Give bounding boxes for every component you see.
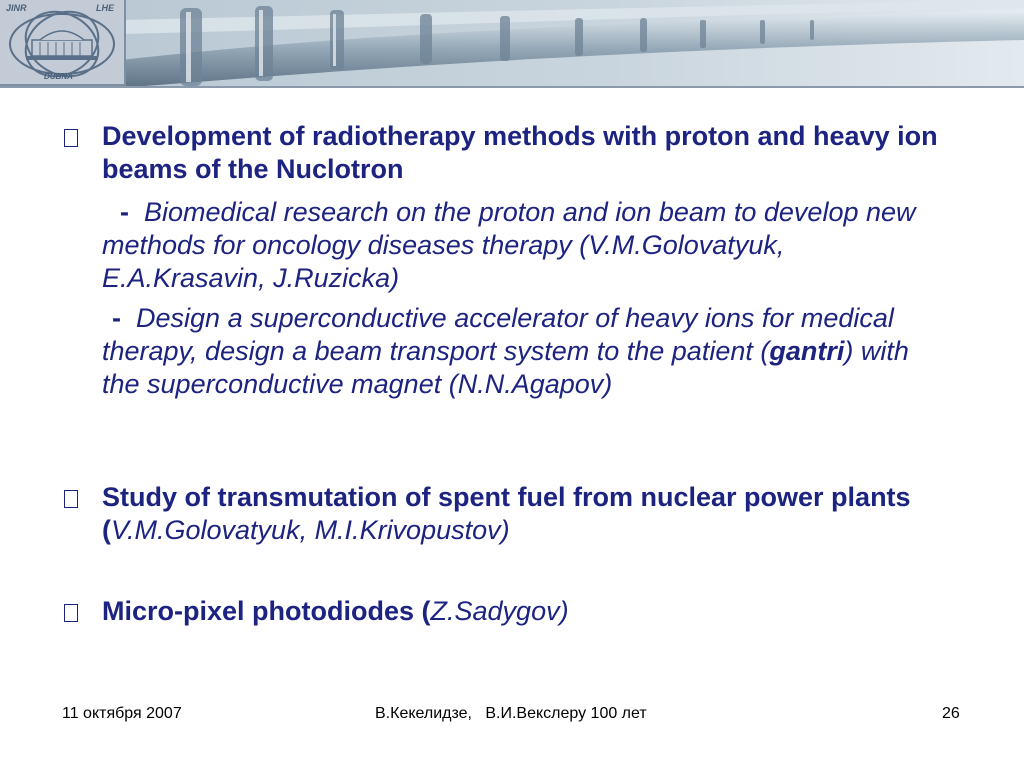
footer-center: В.Кекелидзе, В.И.Векслеру 100 лет	[375, 705, 647, 722]
bullet-3-title: Micro-pixel photodiodes	[102, 596, 415, 626]
logo-lhe-text: LHE	[96, 3, 114, 13]
bullet-box-icon	[64, 490, 78, 508]
bullet-2-authors: V.M.Golovatyuk, M.I.Krivopustov)	[111, 515, 510, 545]
bullet-1-subitem-2	[102, 302, 952, 401]
subitem-2-text-before: Design a superconductive accelerator of heavy ions for medical therapy, design a beam transport system to the patient (	[102, 303, 894, 366]
subitem-2-dash: -	[112, 303, 121, 333]
subitem-1-dash: -	[120, 197, 129, 227]
logo-dubna-text: DUBNA	[44, 72, 73, 81]
bullet-1-subitem-1	[102, 196, 952, 295]
bullet-2-open-paren: (	[102, 515, 111, 545]
logo-jinr-text: JINR	[6, 3, 27, 13]
subitem-2-text-after: ) with the superconductive magnet (N.N.Agapov)	[102, 336, 909, 399]
subitem-1-text: Biomedical research on the proton and ion beam to develop new methods for oncology diseases therapy (V.M.Golovatyuk, E.A.Krasavin, J.Ruzicka)	[102, 197, 916, 293]
bullet-3-authors: Z.Sadygov)	[430, 596, 569, 626]
bullet-3	[102, 595, 952, 628]
jinr-logo	[0, 0, 126, 86]
bullet-1-title: Development of radiotherapy methods with proton and heavy ion beams of the Nuclotron	[102, 121, 938, 184]
subitem-2-bold-word: gantri	[769, 336, 845, 366]
footer-date: 11 октября 2007	[62, 705, 182, 722]
bullet-box-icon	[64, 604, 78, 622]
bullet-3-open-paren: (	[414, 596, 431, 626]
bullet-2	[102, 481, 952, 547]
accelerator-photo	[0, 0, 1024, 88]
bullet-box-icon	[64, 129, 78, 147]
footer-page-number: 26	[942, 705, 960, 722]
header-banner	[0, 0, 1024, 88]
bullet-2-title: Study of transmutation of spent fuel from nuclear power plants	[102, 482, 911, 512]
